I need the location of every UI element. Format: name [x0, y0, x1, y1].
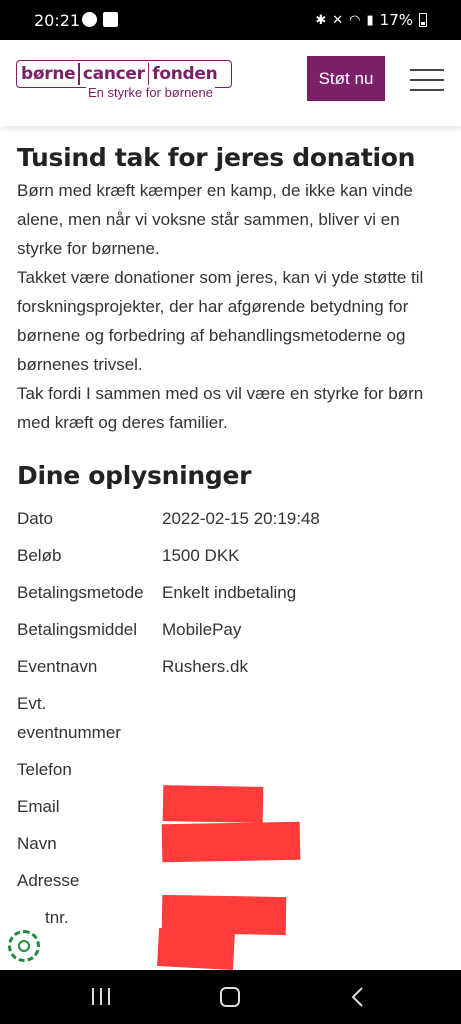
thanks-paragraph: Tak fordi I sammen med os vil være en styrke for børn med kræft og deres familier. — [17, 384, 424, 432]
info-label: tnr. — [45, 908, 69, 927]
logo-divider — [148, 63, 150, 85]
mute-icon: ✕ — [332, 12, 344, 28]
messenger-icon — [82, 12, 97, 27]
info-label: Navn — [17, 834, 57, 853]
battery-icon — [419, 13, 427, 27]
redaction-mark — [162, 822, 301, 862]
info-row — [17, 500, 447, 537]
info-value: 1500 DKK — [162, 546, 240, 565]
wifi-icon: ◠ — [349, 12, 361, 28]
redaction-mark — [157, 928, 235, 970]
gallery-icon — [103, 12, 118, 27]
logo-word: fonden — [152, 64, 218, 84]
logo-divider — [78, 63, 80, 85]
site-logo[interactable] — [16, 60, 232, 98]
info-label: Betalingsmetode — [17, 583, 144, 602]
info-label: Beløb — [17, 546, 62, 565]
info-row — [17, 685, 447, 751]
info-table — [17, 500, 447, 936]
status-bar — [0, 0, 461, 40]
info-value: Rushers.dk — [162, 657, 248, 676]
battery-percent: 17% — [379, 11, 413, 29]
back-icon[interactable] — [350, 986, 364, 1008]
info-label: Email — [17, 797, 60, 816]
info-row — [17, 751, 447, 788]
info-label: Evt. eventnummer — [17, 694, 121, 742]
notification-icons — [82, 12, 118, 27]
info-row — [17, 611, 447, 648]
info-label: Dato — [17, 509, 53, 528]
info-label: Eventnavn — [17, 657, 98, 676]
info-value: Enkelt indbetaling — [162, 583, 297, 602]
hamburger-menu-icon[interactable] — [410, 69, 444, 91]
recycle-badge-icon[interactable] — [8, 930, 40, 962]
system-nav-bar — [0, 970, 461, 1024]
logo-word: børne — [21, 64, 76, 84]
site-header — [0, 40, 461, 126]
thanks-paragraph: Børn med kræft kæmper en kamp, de ikke kan vinde alene, men når vi voksne står sammen, bliver vi en styrke for børnene. — [17, 181, 413, 258]
info-value — [127, 689, 447, 747]
home-icon[interactable] — [220, 987, 240, 1007]
info-row — [17, 862, 447, 899]
info-label: Telefon — [17, 760, 72, 779]
info-value — [162, 755, 447, 784]
info-value: MobilePay — [162, 620, 242, 639]
info-section-title: Dine oplysninger — [17, 461, 252, 490]
status-right — [315, 11, 427, 29]
bluetooth-icon: ✱ — [315, 12, 327, 28]
status-time: 20:21 — [34, 11, 81, 30]
logo-tagline: En styrke for børnene — [88, 85, 213, 100]
page-title: Tusind tak for jeres donation — [17, 143, 416, 172]
info-label: Adresse — [17, 871, 80, 890]
info-value: 2022-02-15 20:19:48 — [162, 509, 320, 528]
info-label: Betalingsmiddel — [17, 620, 138, 639]
info-row — [17, 574, 447, 611]
info-value — [162, 866, 447, 895]
thanks-paragraph: Takket være donationer som jeres, kan vi yde støtte til forskningsprojekter, der har afgørende betydning for børnene og forbedring af behandlingsmetoderne og børnenes trivsel. — [17, 268, 424, 374]
donate-button[interactable]: Støt nu — [307, 56, 385, 101]
recent-apps-icon[interactable] — [92, 988, 110, 1005]
info-row — [17, 648, 447, 685]
logo-word: cancer — [82, 64, 145, 84]
info-row — [17, 537, 447, 574]
redaction-mark — [163, 785, 264, 823]
signal-icon: ▮ — [366, 12, 374, 28]
